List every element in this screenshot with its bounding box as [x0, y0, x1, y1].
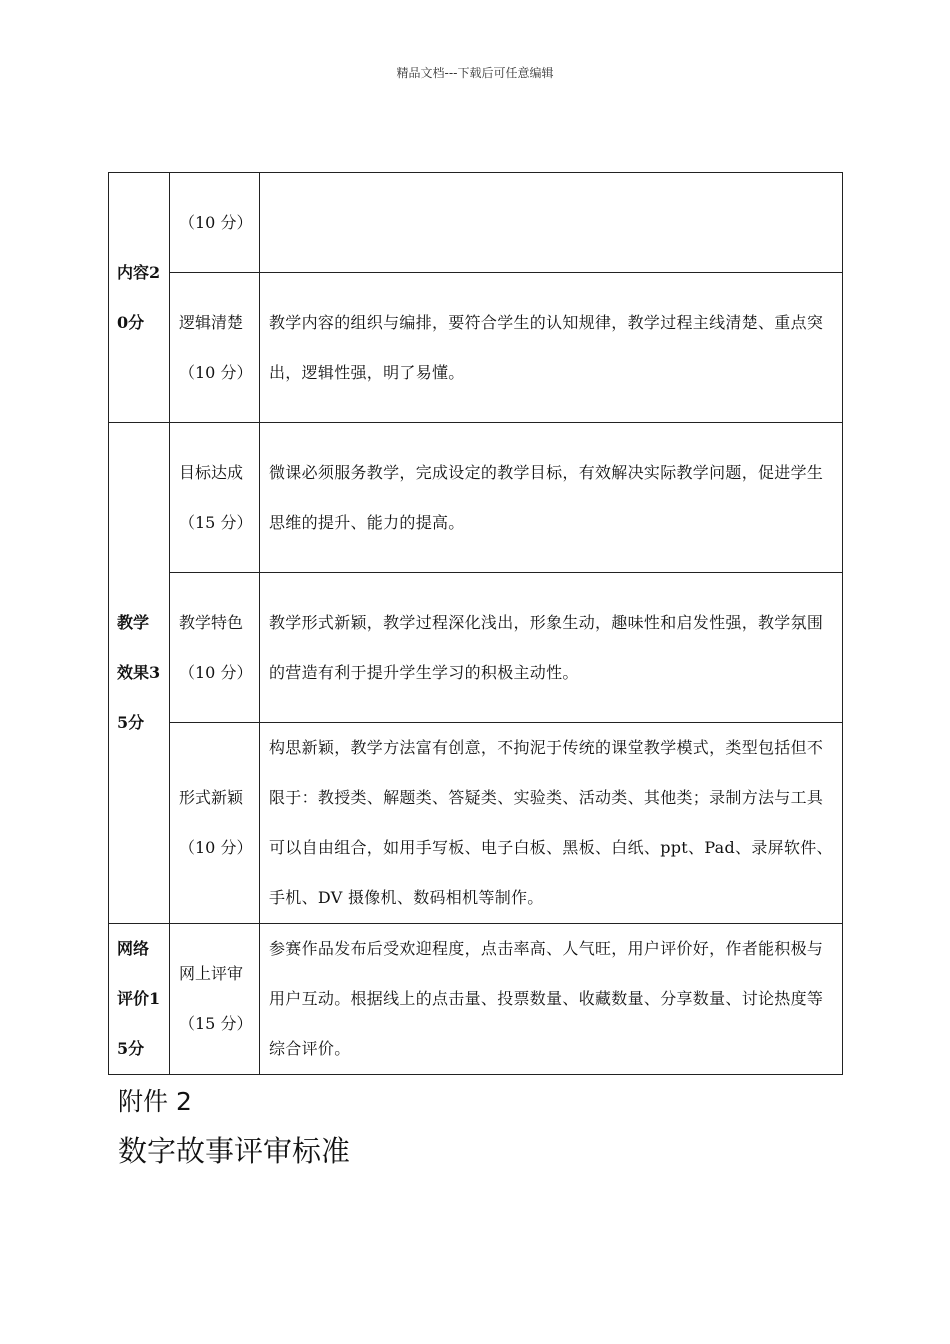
- description-cell: 参赛作品发布后受欢迎程度，点击率高、人气旺，用户评价好，作者能积极与用户互动。根据线上的点击量、投票数量、收藏数量、分享数量、讨论热度等综合评价。: [260, 924, 843, 1075]
- attachment-label: 附件 2: [118, 1087, 192, 1116]
- table-row: [109, 723, 843, 924]
- criterion-cell: 教学特色（10 分）: [170, 573, 260, 723]
- table-row: [109, 573, 843, 723]
- table-row: [109, 273, 843, 423]
- table-row: [109, 924, 843, 1075]
- category-cell: 网络评价15分: [109, 924, 170, 1075]
- criterion-cell: 形式新颖（10 分）: [170, 723, 260, 924]
- description-cell: 微课必须服务教学，完成设定的教学目标，有效解决实际教学问题，促进学生思维的提升、能力的提高。: [260, 423, 843, 573]
- category-cell: 教学效果35分: [109, 423, 170, 924]
- description-cell: 教学形式新颖，教学过程深化浅出，形象生动，趣味性和启发性强，教学氛围的营造有利于提升学生学习的积极主动性。: [260, 573, 843, 723]
- category-cell: 内容20分: [109, 173, 170, 423]
- description-cell: 教学内容的组织与编排，要符合学生的认知规律，教学过程主线清楚、重点突出，逻辑性强，明了易懂。: [260, 273, 843, 423]
- page-header: 精品文档---下载后可任意编辑: [396, 66, 554, 80]
- rubric-table: [108, 172, 843, 1075]
- table-row: [109, 423, 843, 573]
- doc-title: 数字故事评审标准: [118, 1134, 351, 1168]
- criterion-cell: 目标达成（15 分）: [170, 423, 260, 573]
- criterion-cell: （10 分）: [170, 173, 260, 273]
- description-cell: [260, 173, 843, 273]
- criterion-cell: 逻辑清楚（10 分）: [170, 273, 260, 423]
- criterion-cell: 网上评审（15 分）: [170, 924, 260, 1075]
- description-cell: 构思新颖，教学方法富有创意，不拘泥于传统的课堂教学模式，类型包括但不限于：教授类、解题类、答疑类、实验类、活动类、其他类；录制方法与工具可以自由组合，如用手写板、电子白板、黑板、白纸、ppt、Pad、录屏软件、手机、DV 摄像机、数码相机等制作。: [260, 723, 843, 924]
- table-row: [109, 173, 843, 273]
